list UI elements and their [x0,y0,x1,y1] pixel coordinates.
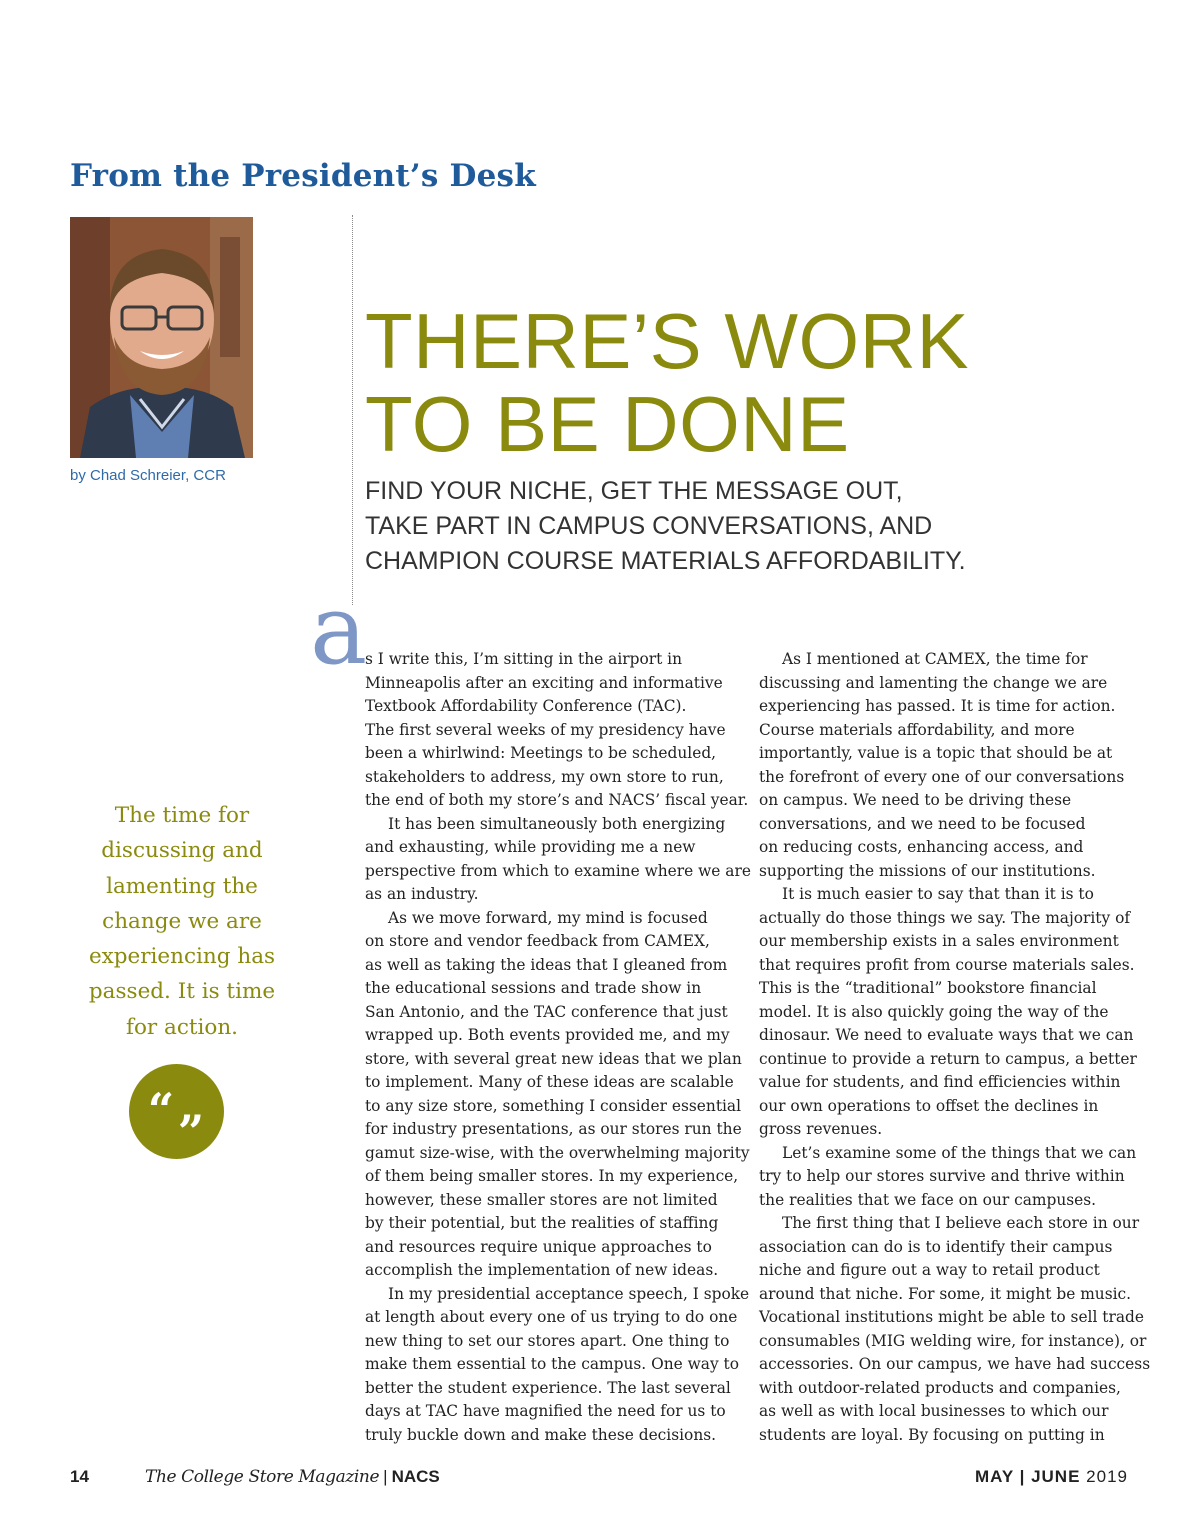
body-text-line: As we move forward, my mind is focused [388,908,708,927]
headline [365,297,970,468]
body-text-line: the forefront of every one of our conversations [759,767,1125,786]
body-text-line: the end of both my store’s and NACS’ fiscal year. [365,791,749,809]
body-text-line: association can do is to identify their campus [759,1237,1113,1256]
body-text-line: days at TAC have magnified the need for us to [365,1402,726,1420]
body-text-line: continue to provide a return to campus, a better [759,1049,1137,1068]
body-text-line: s I write this, I’m sitting in the airport in [365,650,682,668]
pull-quote-line: for action. [125,1014,238,1040]
body-text-line: and resources require unique approaches to [365,1237,712,1256]
body-text-line: Let’s examine some of the things that we can [782,1143,1137,1162]
page-number: 14 [70,1467,89,1486]
body-text-line: the educational sessions and trade show in [365,979,702,997]
body-text-line: Minneapolis after an exciting and informative [365,673,723,692]
page-footer [0,1467,1200,1491]
pull-quote-line: change we are [102,908,262,934]
body-text-line: The first several weeks of my presidency have [365,720,726,739]
body-text-line: In my presidential acceptance speech, I spoke [388,1284,750,1303]
body-text-line: supporting the missions of our institutions. [759,861,1096,880]
body-text-line: however, these smaller stores are not limited [365,1190,718,1209]
quote-icon [129,1064,224,1159]
subheadline [365,474,966,579]
subheadline-line: CHAMPION COURSE MATERIALS AFFORDABILITY. [365,547,966,575]
body-text-line: accomplish the implementation of new ideas. [365,1261,719,1279]
subheadline-line: TAKE PART IN CAMPUS CONVERSATIONS, AND [365,512,933,540]
body-text-line: truly buckle down and make these decisions. [365,1425,717,1444]
body-text-line: our own operations to offset the declines in [759,1096,1099,1115]
body-text-line: around that niche. For some, it might be music. [759,1284,1132,1303]
footer-separator: | [383,1467,388,1486]
body-text-line: gamut size-wise, with the overwhelming majority [365,1143,750,1162]
author-photo [70,217,253,458]
pull-quote-line: The time for [114,803,250,828]
issue-date [975,1467,1128,1487]
body-text-line: wrapped up. Both events provided me, and my [365,1026,730,1044]
body-column-2 [759,648,1151,1447]
body-text-line: by their potential, but the realities of staffing [365,1214,719,1232]
svg-text:“: “ [147,1083,175,1137]
body-text-line: Textbook Affordability Conference (TAC). [365,697,687,715]
body-column-1 [365,648,750,1447]
body-text-line: on campus. We need to be driving these [759,791,1072,809]
body-text-line: As I mentioned at CAMEX, the time for [782,650,1088,668]
body-text-line: This is the “traditional” bookstore financial [759,979,1097,997]
body-text-line: the realities that we face on our campuses. [759,1190,1097,1209]
issue-months: MAY | JUNE [974,1467,1081,1486]
subheadline-line: FIND YOUR NICHE, GET THE MESSAGE OUT, [365,477,903,505]
body-text-line: students are loyal. By focusing on putting in [759,1425,1105,1444]
drop-cap: a [310,574,368,686]
magazine-credit [145,1467,440,1487]
body-text-line: that requires profit from course materials sales. [759,955,1135,974]
body-text-line: Course materials affordability, and more [759,720,1075,739]
issue-year: 2019 [1086,1467,1128,1486]
body-text-line: conversations, and we need to be focused [759,814,1086,833]
body-text-line: on store and vendor feedback from CAMEX, [365,932,710,950]
body-text-line: actually do those things we say. The majority of [759,908,1131,927]
body-text-line: better the student experience. The last several [365,1378,731,1397]
body-text-line: make them essential to the campus. One way to [365,1355,740,1373]
magazine-name: The College Store Magazine [145,1467,380,1487]
body-text-line: It has been simultaneously both energizing [388,814,726,833]
body-text-line: perspective from which to examine where we are [365,861,751,880]
body-text-line: to any size store, something I consider essential [365,1096,742,1115]
svg-text:”: ” [177,1105,205,1159]
body-text-line: for industry presentations, as our stores run the [365,1120,742,1138]
body-text-line: store, with several great new ideas that we plan [365,1049,742,1068]
column-divider [352,215,353,605]
body-text-line: discussing and lamenting the change we are [759,673,1108,692]
body-text-line: San Antonio, and the TAC conference that just [365,1002,728,1021]
body-text-line: The first thing that I believe each store in our [782,1214,1140,1232]
body-text-line: value for students, and find efficiencies within [759,1073,1121,1091]
body-text-line: gross revenues. [759,1120,883,1138]
body-text-line: on reducing costs, enhancing access, and [759,838,1084,856]
body-text-line: stakeholders to address, my own store to run, [365,767,724,786]
body-text-line: It is much easier to say that than it is to [782,885,1094,903]
headline-line: THERE’S WORK [365,297,970,385]
body-text-line: of them being smaller stores. In my experience, [365,1167,739,1185]
body-text-line: new thing to set our stores apart. One thing to [365,1331,730,1350]
body-text-line: accessories. On our campus, we have had success [759,1355,1151,1373]
body-text-line: as an industry. [365,885,479,903]
body-text-line: as well as taking the ideas that I gleaned from [365,955,728,974]
body-text-line: with outdoor-related products and companies, [759,1378,1121,1397]
body-text-line: our membership exists in a sales environment [759,932,1119,950]
body-text-line: consumables (MIG welding wire, for instance), or [759,1331,1147,1350]
byline: by Chad Schreier, CCR [70,467,226,484]
body-text-line: experiencing has passed. It is time for action. [759,697,1116,715]
pull-quote-line: lamenting the [106,873,258,899]
headline-line: TO BE DONE [365,380,850,468]
pull-quote-line: passed. It is time [88,979,276,1005]
body-text-line: model. It is also quickly going the way of the [759,1002,1109,1021]
pull-quote-line: experiencing has [88,944,276,970]
pull-quote [80,798,284,1045]
body-text-line: to implement. Many of these ideas are scalable [365,1073,734,1091]
body-text-line: and exhausting, while providing me a new [365,838,696,856]
publisher-name: NACS [391,1467,440,1486]
body-text-line: dinosaur. We need to evaluate ways that we can [759,1026,1134,1044]
body-text-line: at length about every one of us trying to do one [365,1308,738,1326]
section-title: From the President’s Desk [70,158,536,194]
body-text-line: Vocational institutions might be able to sell trade [759,1308,1144,1326]
pull-quote-line: discussing and [101,838,263,864]
body-text-line: been a whirlwind: Meetings to be scheduled, [365,744,717,762]
body-text-line: niche and figure out a way to retail product [759,1261,1100,1279]
body-text-line: as well as with local businesses to which our [759,1402,1109,1420]
body-text-line: importantly, value is a topic that should be at [759,744,1113,762]
body-text-line: try to help our stores survive and thrive within [759,1167,1125,1185]
